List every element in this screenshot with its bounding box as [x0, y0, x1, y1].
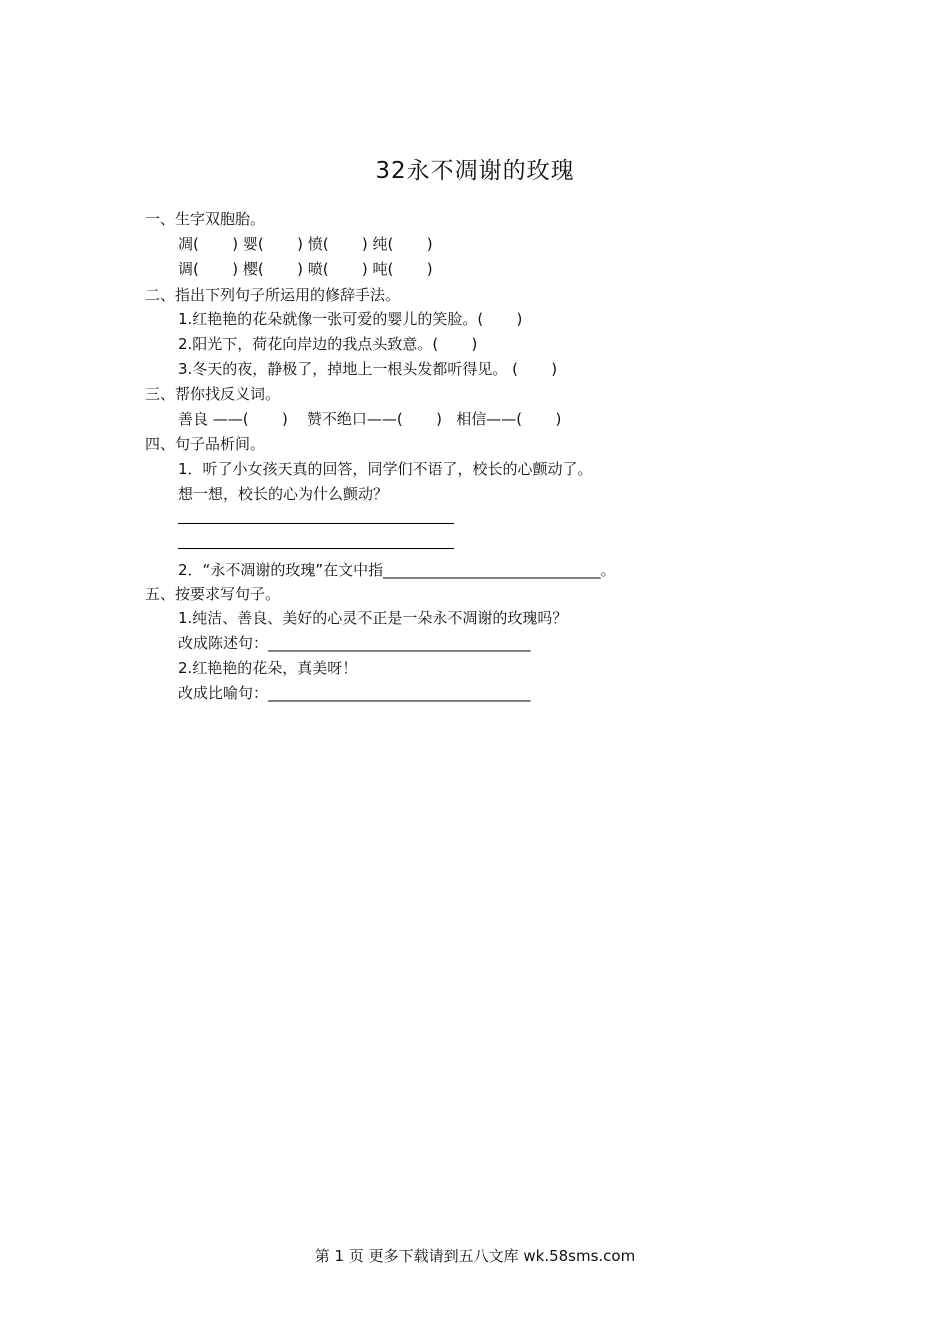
section-5-question-1: 1.纯洁、善良、美好的心灵不正是一朵永不凋谢的玫瑰吗？	[178, 609, 568, 627]
section-1-row-2: 调( ) 樱( ) 喷( ) 吨( )	[178, 260, 433, 278]
answer-line-2[interactable]	[178, 548, 454, 549]
section-4-heading: 四、句子品析间。	[145, 435, 266, 453]
page-title: 32永不凋谢的玫瑰	[375, 158, 575, 184]
page-footer: 第 1 页 更多下载请到五八文库 wk.58sms.com	[314, 1247, 636, 1265]
section-5-question-1-answer[interactable]: 改成陈述句：___________________________________	[178, 634, 531, 652]
section-2-question-3: 3.冬天的夜，静极了，掉地上一根头发都听得见。 ( )	[178, 360, 558, 378]
section-1-row-1: 凋( ) 婴( ) 愤( ) 纯( )	[178, 235, 433, 253]
section-4-question-1: 1．听了小女孩天真的回答，同学们不语了，校长的心颤动了。	[178, 460, 593, 478]
section-4-question-2: 2．“永不凋谢的玫瑰”在文中指_____________________________。	[178, 561, 616, 579]
section-2-question-2: 2.阳光下，荷花向岸边的我点头致意。( )	[178, 335, 478, 353]
section-4-question-1-prompt: 想一想，校长的心为什么颤动？	[178, 485, 389, 503]
answer-line-1[interactable]	[178, 523, 454, 524]
section-5-question-2: 2.红艳艳的花朵，真美呀！	[178, 659, 358, 677]
section-2-question-1: 1.红艳艳的花朵就像一张可爱的婴儿的笑脸。( )	[178, 310, 523, 328]
section-2-heading: 二、指出下列句子所运用的修辞手法。	[145, 286, 401, 304]
section-3-row: 善良 ——( ) 赞不绝口——( ) 相信——( )	[178, 410, 562, 428]
section-5-heading: 五、按要求写句子。	[145, 585, 281, 603]
section-3-heading: 三、帮你找反义词。	[145, 385, 281, 403]
section-5-question-2-answer[interactable]: 改成比喻句：___________________________________	[178, 684, 531, 702]
section-1-heading: 一、生字双胞胎。	[145, 210, 266, 228]
